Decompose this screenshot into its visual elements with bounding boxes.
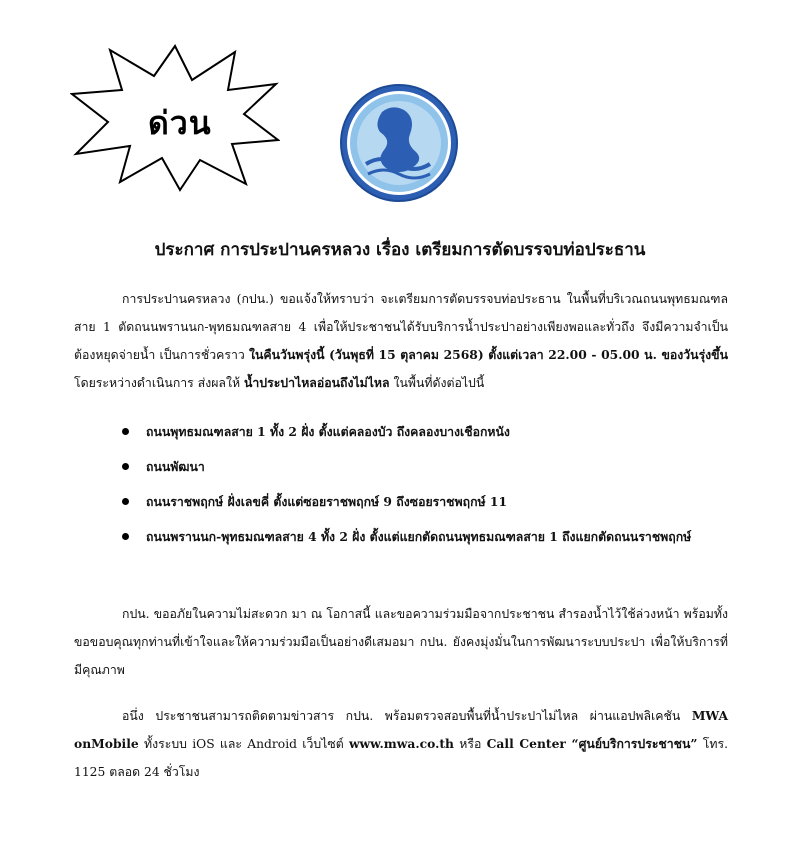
mwa-seal-logo — [338, 82, 460, 204]
website-link: www.mwa.co.th — [348, 736, 454, 751]
bullet-icon — [122, 463, 129, 470]
intro-date-time: ในคืนวันพรุ่งนี้ (วันพุธที่ 15 ตุลาคม 2568) ตั้งแต่เวลา 22.00 - 05.00 น. ของวันรุ่งขึ้น — [249, 347, 728, 362]
paragraph-apology — [74, 600, 728, 684]
contact-text-2: ทั้งระบบ iOS และ Android เว็บไซต์ — [138, 737, 349, 751]
area-text: ถนนพัฒนา — [146, 459, 205, 474]
contact-text-4: โทร. 1125 ตลอด 24 ชั่วโมง — [74, 737, 728, 779]
area-text: ถนนพุทธมณฑลสาย 1 ทั้ง 2 ฝั่ง ตั้งแต่คลองบัว ถึงคลองบางเชือกหนัง — [146, 424, 510, 439]
call-center: Call Center “ศูนย์บริการประชาชน” — [486, 736, 698, 751]
intro-effect: น้ำประปาไหลอ่อนถึงไม่ไหล — [243, 375, 390, 390]
announcement-title: ประกาศ การประปานครหลวง เรื่อง เตรียมการตัดบรรจบท่อประธาน — [154, 240, 646, 260]
intro-text-3: ในพื้นที่ดังต่อไปนี้ — [389, 376, 485, 390]
list-item — [146, 453, 730, 480]
urgent-label: ด่วน — [148, 104, 212, 142]
paragraph-intro — [74, 285, 728, 397]
list-item — [146, 418, 730, 445]
contact-text-3: หรือ — [454, 737, 487, 751]
contact-text: อนึ่ง ประชาชนสามารถติดตามข่าวสาร กปน. พร้อมตรวจสอบพื้นที่น้ำประปาไม่ไหล ผ่านแอปพลิเคชัน — [122, 709, 692, 723]
intro-text-2: โดยระหว่างดำเนินการ ส่งผลให้ — [74, 376, 244, 390]
area-text: ถนนพรานนก-พุทธมณฑลสาย 4 ทั้ง 2 ฝั่ง ตั้งแต่แยกตัดถนนพุทธมณฑลสาย 1 ถึงแยกตัดถนนราชพฤกษ์ — [146, 529, 692, 544]
apology-text: กปน. ขออภัยในความไม่สะดวก มา ณ โอกาสนี้ และขอความร่วมมือจากประชาชน สำรองน้ำไว้ใช้ล่วงหน้า พร้อมทั้งขอขอบคุณทุกท่านที่เข้าใจและให้ความร่วมมือเป็นอย่างดีเสมอมา กปน. ยังคงมุ่งมั่นในการพัฒนาระบบประปา เพื่อให้บริการที่มีคุณภาพ — [74, 607, 728, 677]
intro-text: การประปานครหลวง (กปน.) ขอแจ้งให้ทราบว่า จะเตรียมการตัดบรรจบท่อประธาน ในพื้นที่บริเวณถนนพุทธมณฑลสาย 1 ตัดถนนพรานนก-พุทธมณฑลสาย 4 เพื่อให้ประชาชนได้รับบริการน้ำประปาอย่างเพียงพอและทั่วถึง จึงมีความจำเป็นต้องหยุดจ่ายน้ำ เป็นการชั่วคราว — [74, 292, 728, 362]
app-name: MWA onMobile — [74, 708, 728, 751]
list-item — [146, 488, 730, 515]
bullet-icon — [122, 498, 129, 505]
paragraph-contact — [74, 702, 728, 786]
list-item — [146, 523, 730, 550]
affected-area-list — [146, 418, 730, 558]
bullet-icon — [122, 533, 129, 540]
area-text: ถนนราชพฤกษ์ ฝั่งเลขคี่ ตั้งแต่ซอยราชพฤกษ์ 9 ถึงซอยราชพฤกษ์ 11 — [146, 494, 508, 509]
bullet-icon — [122, 428, 129, 435]
